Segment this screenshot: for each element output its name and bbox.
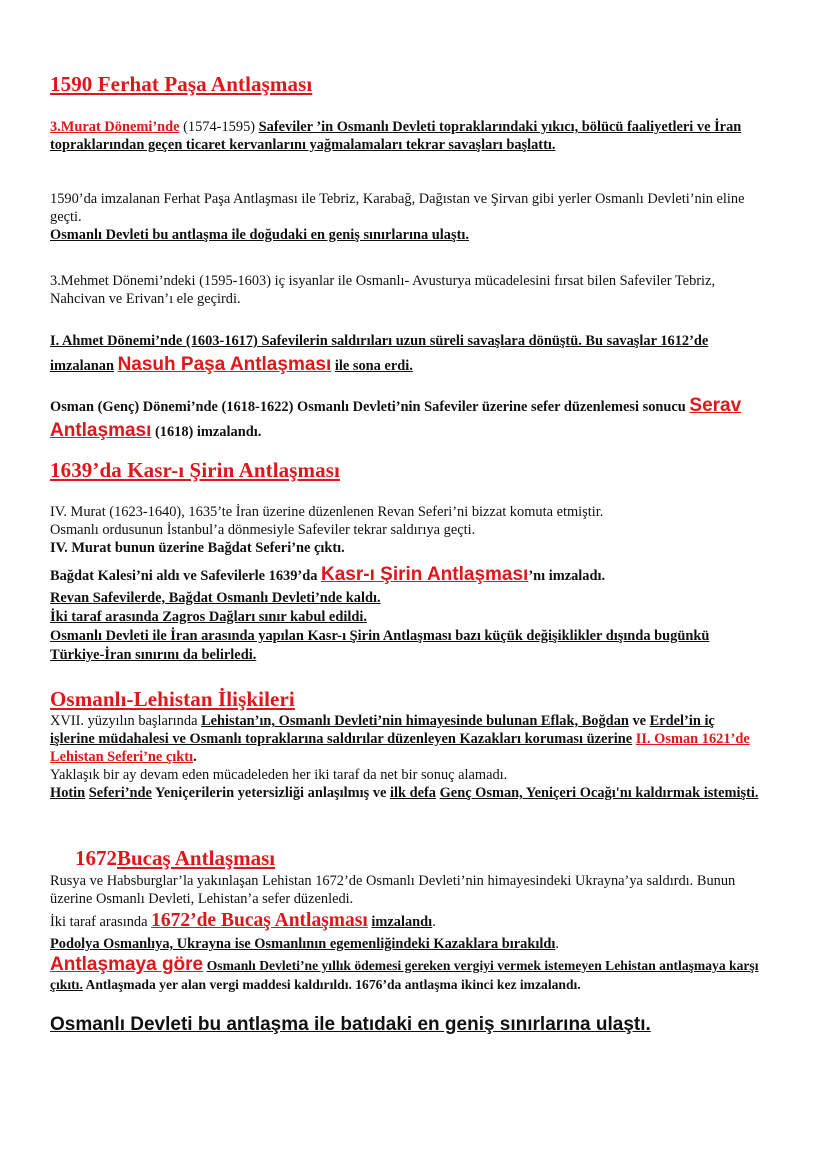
safevi-attack-text: Osmanlı ordusunun İstanbul’a dönmesiyle Safeviler tekrar saldırıya geçti.: [50, 522, 476, 538]
paragraph-murat-4: [50, 503, 760, 557]
lehistan-himaye: Lehistan’ın, Osmanlı Devleti’nin himayesinde bulunan Eflak, Boğdan: [201, 713, 629, 729]
murat-3-years: (1574-1595): [179, 119, 259, 135]
murat-3-text: Safeviler ’in Osmanlı Devleti topraklarındaki yıkıcı, bölücü faaliyetleri ve İran topraklarından geçen ticaret kervanlarını yağmalamaları tekrar savaşları başlattı.: [50, 119, 742, 153]
lehistan-result: Yaklaşık bir ay devam eden mücadeleden her iki taraf da net bir sonuç alamadı.: [50, 767, 508, 783]
ferhat-widest-east: Osmanlı Devleti bu antlaşma ile doğudaki en geniş sınırlarına ulaştı.: [50, 227, 469, 243]
ahmet-1-text: I. Ahmet Dönemi’nde (1603-1617) Safevilerin saldırıları uzun süreli savaşlara dönüştü. Bu savaşlar 1612’de imzalanan: [50, 333, 709, 374]
serav-end: (1618) imzalandı.: [151, 424, 262, 440]
paragraph-genc-osman: [50, 394, 760, 444]
kasr-i-sirin-antlasmasi: Kasr-ı Şirin Antlaşması: [321, 564, 529, 585]
paragraph-ferhat-signed: [50, 190, 760, 244]
lehistan-intro: XVII. yüzyılın başlarında: [50, 713, 202, 729]
heading-bucas: [75, 846, 785, 871]
podolya-period: .: [555, 936, 559, 952]
bucas-imzalandi: imzalandı: [371, 914, 433, 930]
zagros-text: İki taraf arasında Zagros Dağları sınır kabul edildi.: [50, 609, 367, 625]
bagdat-kalesi-text: Bağdat Kalesi’ni aldı ve Safevilerle 1639’da: [50, 568, 322, 584]
vergi-kaldirildi: Antlaşmada yer alan vergi maddesi kaldırıldı. 1676’da antlaşma ikinci kez imzalandı.: [82, 977, 581, 992]
vergi-text: Osmanlı Devleti’ne yıllık ödemesi gereken vergiyi vermek istemeyen Lehistan antlaşmaya karşı çıkıtı.: [50, 958, 759, 992]
erdel-kazaklar: Erdel’in iç işlerine müdahalesi ve Osmanlı topraklarına saldırılar düzenleyen Kazakları koruması üzerine: [50, 713, 715, 747]
ilk-defa-label: ilk defa: [390, 785, 436, 801]
ahmet-1-end: ile sona erdi.: [334, 358, 413, 374]
seferi-label: Seferi’nde: [88, 785, 152, 801]
paragraph-bagdat-kalesi: [50, 564, 760, 587]
heading-kasr-i-sirin: 1639’da Kasr-ı Şirin Antlaşması: [50, 458, 340, 482]
paragraph-antlasmaya-gore: [50, 955, 760, 995]
paragraph-lehistan: [50, 712, 760, 802]
paragraph-murat-3: [50, 118, 760, 154]
revan-bagdat-text: Revan Safevilerde, Bağdat Osmanlı Devleti’nde kaldı.: [50, 590, 381, 606]
genc-osman-yeniceri: Genç Osman, Yeniçeri Ocağı'nı kaldırmak istemişti.: [439, 785, 759, 801]
nasuh-pasa-antlasmasi: Nasuh Paşa Antlaşması: [117, 354, 332, 375]
bucas-widest-west: Osmanlı Devleti bu antlaşma ile batıdaki en geniş sınırlarına ulaştı.: [50, 1014, 651, 1035]
lehistan-ve: ve: [628, 713, 650, 729]
heading-ferhat-pasa: 1590 Ferhat Paşa Antlaşması: [50, 72, 313, 96]
bucas-intro: İki taraf arasında: [50, 914, 152, 930]
bucas-title: Bucaş Antlaşması: [117, 846, 276, 870]
revan-seferi-text: IV. Murat (1623-1640), 1635’te İran üzerine düzenlenen Revan Seferi’ni bizzat komuta etmiştir.: [50, 504, 604, 520]
murat-3-label: 3.Murat Dönemi’nde: [50, 119, 180, 135]
hotin-label: Hotin: [50, 785, 86, 801]
podolya-text: Podolya Osmanlıya, Ukrayna ise Osmanlının egemenliğindeki Kazaklara bırakıldı: [50, 936, 556, 952]
lehistan-period: .: [193, 749, 197, 765]
yeniceri-yetersizlik: Yeniçerilerin yetersizliği anlaşılmış ve: [151, 785, 391, 801]
bagdat-seferi-text: IV. Murat bunun üzerine Bağdat Seferi’ne çıktı.: [50, 540, 345, 556]
paragraph-bucas-signed: [50, 909, 760, 934]
osman-2-lehistan-seferi: II. Osman 1621’de Lehistan Seferi’ne çıktı: [50, 731, 750, 765]
bucas-antlasmasi: 1672’de Bucaş Antlaşması: [151, 910, 368, 931]
paragraph-ukrayna: Rusya ve Habsburglar’la yakınlaşan Lehistan 1672’de Osmanlı Devleti’nin himayesindeki Ukrayna’ya saldırdı. Bunun üzerine Osmanlı Devleti, Lehistan’a sefer düzenledi.: [50, 873, 736, 907]
paragraph-kasr-results: [50, 589, 760, 665]
turkey-iran-border-text: Osmanlı Devleti ile İran arasında yapılan Kasr-ı Şirin Antlaşması bazı küçük değişiklikler dışında bugünkü Türkiye-İran sınırını da belirledi.: [50, 628, 710, 663]
antlasmaya-gore-label: Antlaşmaya göre: [50, 954, 204, 975]
ferhat-signed-text: 1590’da imzalanan Ferhat Paşa Antlaşması ile Tebriz, Karabağ, Dağıstan ve Şirvan gibi yerler Osmanlı Devleti’nin eline geçti.: [50, 191, 745, 225]
bucas-year: 1672: [75, 846, 117, 870]
serav-antlasmasi: Serav Antlaşması: [50, 395, 742, 441]
paragraph-mehmet-3: 3.Mehmet Dönemi’ndeki (1595-1603) iç isyanlar ile Osmanlı- Avusturya mücadelesini fırsat bilen Safeviler Tebriz, Nahcivan ve Erivan’ı ele geçirdi.: [50, 273, 716, 307]
heading-lehistan-iliskileri: Osmanlı-Lehistan İlişkileri: [50, 687, 295, 711]
genc-osman-text: Osman (Genç) Dönemi’nde (1618-1622) Osmanlı Devleti’nin Safeviler üzerine sefer düzenlemesi sonucu: [50, 399, 686, 415]
bucas-period: .: [432, 914, 436, 930]
paragraph-ahmet-1: [50, 330, 760, 378]
paragraph-podolya: [50, 935, 760, 953]
bagdat-kalesi-end: ’nı imzaladı.: [528, 568, 606, 584]
